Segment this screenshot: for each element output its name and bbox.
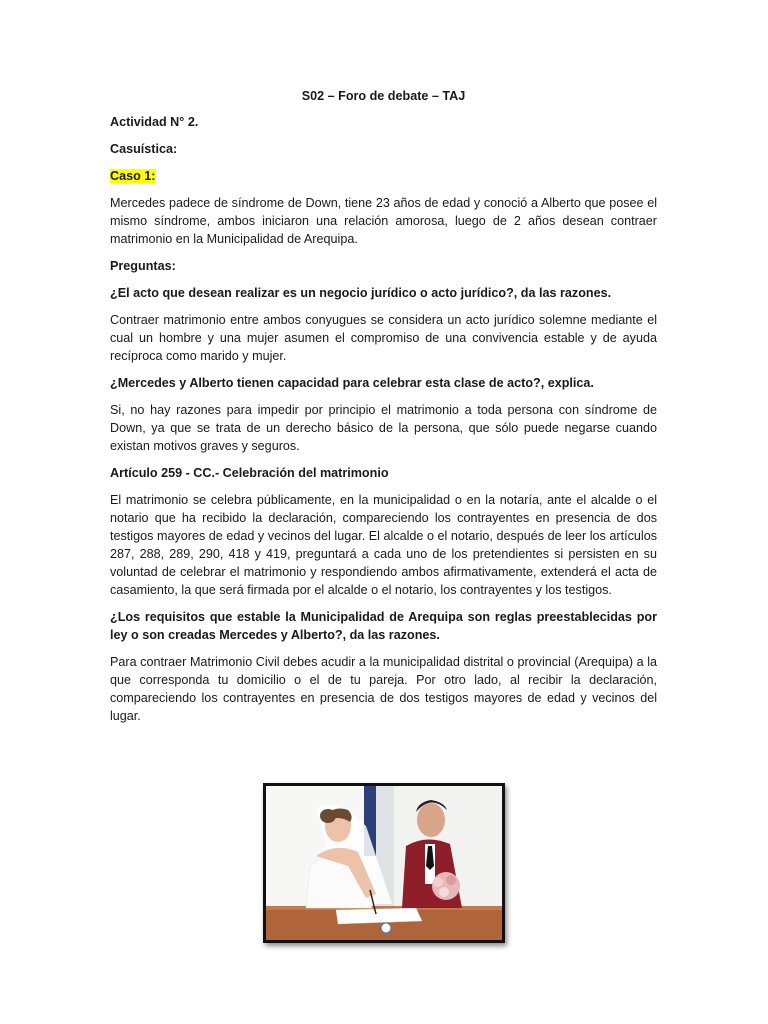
question-3: ¿Los requisitos que estable la Municipalidad de Arequipa son reglas preestablecidas por ley o son creadas Mercedes y Alberto?, da las razones. — [110, 610, 657, 642]
case-heading — [110, 167, 657, 185]
question-2: ¿Mercedes y Alberto tienen capacidad para celebrar esta clase de acto?, explica. — [110, 376, 594, 390]
case-description: Mercedes padece de síndrome de Down, tiene 23 años de edad y conoció a Alberto que posee el mismo síndrome, ambos iniciaron una relación amorosa, luego de 2 años desean contraer matrimonio en la Municipalidad de Arequipa. — [110, 196, 657, 246]
question-1: ¿El acto que desean realizar es un negocio jurídico o acto jurídico?, da las razones. — [110, 286, 612, 300]
document-body — [110, 87, 657, 734]
case-label-highlight: Caso 1: — [110, 169, 156, 183]
answer-2: Si, no hay razones para impedir por principio el matrimonio a toda persona con síndrome de Down, ya que se trata de un derecho básico de la persona, que sólo puede negarse cuando existan motivos graves y seguros. — [110, 403, 657, 453]
answer-3: Para contraer Matrimonio Civil debes acudir a la municipalidad distrital o provincial (Arequipa) a la que corresponda tu domicilio o el de tu pareja. Por otro lado, al recibir la declaración, compareciendo los contrayentes en presencia de dos testigos mayores de edad y vecinos del lugar. — [110, 655, 657, 723]
questions-heading: Preguntas: — [110, 259, 176, 273]
wedding-illustration — [266, 786, 502, 940]
document-title: S02 – Foro de debate – TAJ — [301, 89, 466, 103]
casuistica-heading: Casuística: — [110, 142, 178, 156]
article-text: El matrimonio se celebra públicamente, en la municipalidad o en la notaría, ante el alcalde o el notario que ha recibido la declaración, compareciendo los contrayentes en presencia de dos testigos mayores de edad y vecinos del lugar. El alcalde o el notario, después de leer los artículos 287, 288, 289, 290, 418 y 419, preguntará a cada uno de los pretendientes si persisten en su voluntad de celebrar el matrimonio y respondiendo ambos afirmativamente, extenderá el acta de casamiento, la que será firmada por el alcalde o el notario, los contrayentes y los testigos. — [110, 493, 657, 597]
answer-1: Contraer matrimonio entre ambos conyugues se considera un acto jurídico solemne mediante el cual un hombre y una mujer asumen el compromiso de una convivencia estable y de ayuda recíproca como marido y mujer. — [110, 313, 657, 363]
wedding-photo — [263, 783, 505, 943]
article-heading: Artículo 259 - CC.- Celebración del matrimonio — [110, 466, 389, 480]
activity-heading: Actividad N° 2. — [110, 115, 199, 129]
